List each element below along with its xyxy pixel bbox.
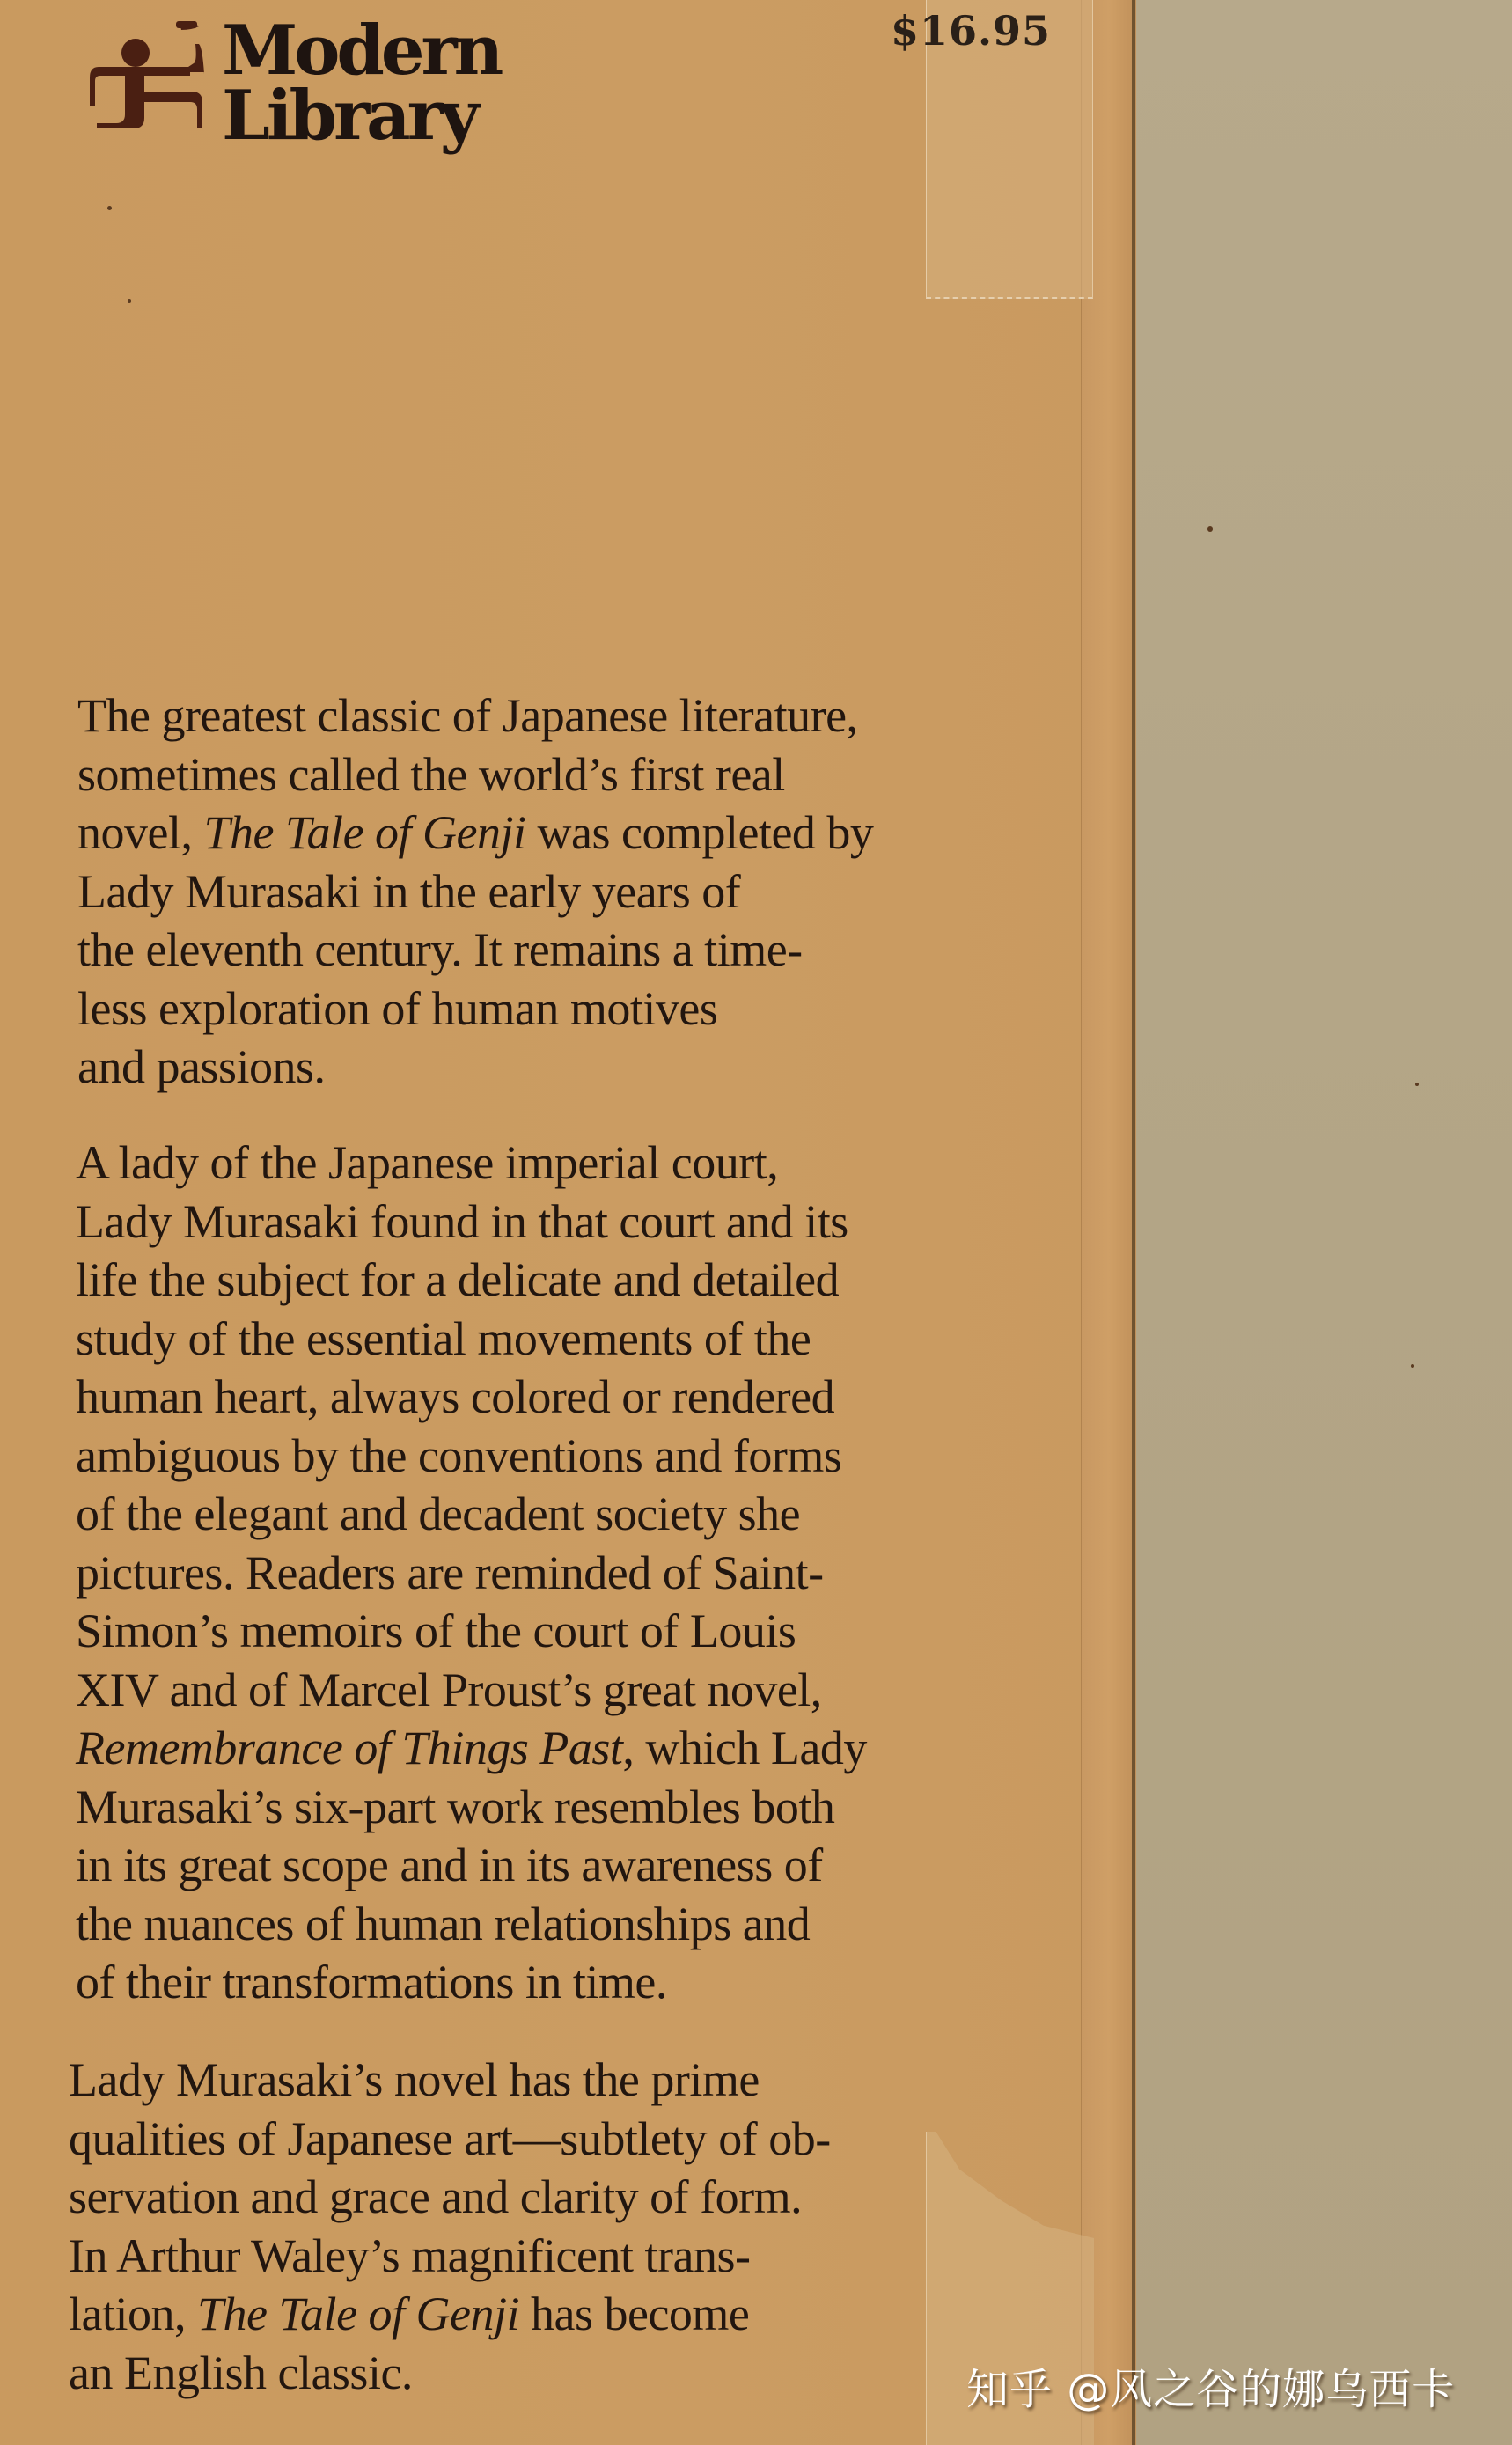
blurb-line xyxy=(76,1427,1044,1486)
paper-speck xyxy=(1415,1083,1419,1086)
text-run: lation, xyxy=(69,2287,197,2340)
blurb-line xyxy=(76,1134,1044,1193)
text-run: Lady Murasaki’s novel has the prime xyxy=(69,2053,760,2106)
blurb-line xyxy=(69,2285,1037,2344)
text-run: and passions. xyxy=(77,1040,326,1093)
blurb-line xyxy=(69,2344,1037,2403)
text-run: novel, xyxy=(77,806,204,859)
text-run: In Arthur Waley’s magnificent trans- xyxy=(69,2228,751,2282)
text-run: in its great scope and in its awareness of xyxy=(76,1839,823,1891)
blurb-paragraph-3 xyxy=(69,2051,1037,2402)
logo-line-library: Library xyxy=(222,76,477,156)
text-run: Lady Murasaki found in that court and its xyxy=(76,1194,848,1248)
paper-speck xyxy=(128,299,131,303)
text-run: Lady Murasaki in the early years of xyxy=(77,864,741,918)
text-run: The greatest classic of Japanese literature, xyxy=(77,689,858,742)
text-run: of the elegant and decadent society she xyxy=(76,1487,801,1540)
logo-line-modern: Modern xyxy=(222,11,501,91)
book-title-italic: Remembrance of Things Past xyxy=(76,1722,623,1774)
blurb-line xyxy=(77,980,1046,1039)
blurb-line xyxy=(76,1719,1044,1778)
blurb-line xyxy=(76,1310,1044,1369)
price-label: $16.95 xyxy=(891,7,1052,55)
blurb-line xyxy=(77,804,1046,863)
blurb-line xyxy=(69,2110,1037,2169)
blurb-paragraph-1 xyxy=(77,687,1046,1097)
text-run: less exploration of human motives xyxy=(77,981,718,1035)
paper-speck xyxy=(107,206,112,210)
text-run: ambiguous by the conventions and forms xyxy=(76,1428,842,1482)
text-run: an English classic. xyxy=(69,2346,413,2399)
publisher-wordmark xyxy=(222,11,501,156)
blurb-line xyxy=(76,1895,1044,1954)
blurb-line xyxy=(76,1953,1044,2012)
paper-speck xyxy=(1411,1364,1414,1368)
text-run: servation and grace and clarity of form. xyxy=(69,2170,803,2223)
text-run: was completed by xyxy=(525,806,874,859)
blurb-line xyxy=(76,1544,1044,1603)
blurb-line xyxy=(76,1485,1044,1544)
text-run: A lady of the Japanese imperial court, xyxy=(76,1136,779,1189)
text-run: study of the essential movements of the xyxy=(76,1311,811,1365)
book-title-italic: The Tale of Genji xyxy=(196,2287,520,2340)
publisher-logo xyxy=(81,11,501,156)
text-run: has become xyxy=(519,2287,750,2340)
blurb-line xyxy=(76,1836,1044,1895)
blurb-line xyxy=(76,1661,1044,1720)
cover-edge xyxy=(1132,0,1135,2445)
source-watermark: 知乎 @风之谷的娜乌西卡 xyxy=(966,2365,1456,2414)
blurb-line xyxy=(76,1368,1044,1427)
blurb-paragraph-2 xyxy=(76,1134,1044,2012)
text-run: pictures. Readers are reminded of Saint- xyxy=(76,1546,824,1599)
text-run: , which Lady xyxy=(622,1722,867,1774)
blurb-line xyxy=(76,1251,1044,1310)
spine-fold xyxy=(1081,0,1136,2445)
blurb-line xyxy=(69,2051,1037,2110)
blurb-line xyxy=(77,687,1046,745)
text-run: of their transformations in time. xyxy=(76,1956,667,2008)
blurb-line xyxy=(77,863,1046,921)
running-figure-icon xyxy=(81,18,213,150)
inner-page-background xyxy=(1135,0,1512,2445)
text-run: Murasaki’s six-part work resembles both xyxy=(76,1780,835,1833)
text-run: the nuances of human relationships and xyxy=(76,1897,811,1950)
text-run: sometimes called the world’s first real xyxy=(77,747,785,801)
text-run: human heart, always colored or rendered xyxy=(76,1370,835,1423)
text-run: XIV and of Marcel Proust’s great novel, xyxy=(76,1663,822,1716)
blurb-line xyxy=(76,1778,1044,1837)
text-run: Simon’s memoirs of the court of Louis xyxy=(76,1604,796,1657)
blurb-line xyxy=(77,921,1046,980)
blurb-line xyxy=(69,2168,1037,2227)
text-run: qualities of Japanese art—subtlety of ob- xyxy=(69,2111,831,2165)
book-title-italic: The Tale of Genji xyxy=(203,806,526,859)
text-run: life the subject for a delicate and detailed xyxy=(76,1253,840,1306)
blurb-line xyxy=(77,1038,1046,1097)
blurb-line xyxy=(76,1602,1044,1661)
text-run: the eleventh century. It remains a time- xyxy=(77,923,803,976)
paper-speck xyxy=(1207,526,1213,532)
blurb-line xyxy=(69,2227,1037,2286)
blurb-line xyxy=(77,745,1046,804)
blurb-line xyxy=(76,1193,1044,1252)
